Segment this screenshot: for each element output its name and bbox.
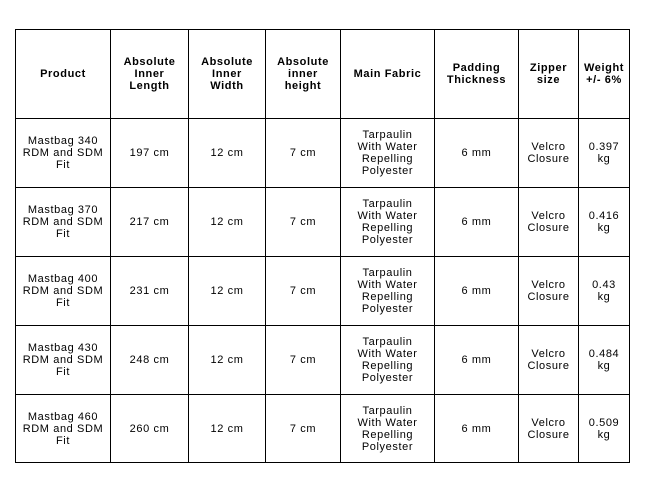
cell-main-fabric: Tarpaulin With Water Repelling Polyester [341,119,435,188]
cell-inner-height: 7 cm [266,257,341,326]
cell-inner-height: 7 cm [266,119,341,188]
cell-inner-length: 248 cm [111,326,189,395]
header-inner-length: Absolute Inner Length [111,30,189,119]
cell-inner-height: 7 cm [266,188,341,257]
cell-zipper-size: Velcro Closure [519,395,579,463]
header-weight: Weight +/- 6% [579,30,630,119]
cell-zipper-size: Velcro Closure [519,188,579,257]
cell-product: Mastbag 430 RDM and SDM Fit [16,326,111,395]
cell-product: Mastbag 460 RDM and SDM Fit [16,395,111,463]
header-inner-width: Absolute Inner Width [189,30,266,119]
header-row [16,30,630,119]
table-row [16,119,630,188]
cell-product: Mastbag 370 RDM and SDM Fit [16,188,111,257]
cell-main-fabric: Tarpaulin With Water Repelling Polyester [341,188,435,257]
cell-inner-length: 231 cm [111,257,189,326]
cell-main-fabric: Tarpaulin With Water Repelling Polyester [341,395,435,463]
header-inner-height: Absolute inner height [266,30,341,119]
cell-weight: 0.397 kg [579,119,630,188]
cell-inner-width: 12 cm [189,257,266,326]
cell-product: Mastbag 400 RDM and SDM Fit [16,257,111,326]
cell-inner-width: 12 cm [189,119,266,188]
table-row [16,257,630,326]
cell-inner-height: 7 cm [266,326,341,395]
table-row [16,326,630,395]
cell-padding-thickness: 6 mm [435,257,519,326]
table-row [16,188,630,257]
cell-padding-thickness: 6 mm [435,326,519,395]
cell-weight: 0.43 kg [579,257,630,326]
cell-padding-thickness: 6 mm [435,188,519,257]
header-product: Product [16,30,111,119]
cell-inner-length: 197 cm [111,119,189,188]
cell-inner-width: 12 cm [189,188,266,257]
cell-padding-thickness: 6 mm [435,395,519,463]
cell-product: Mastbag 340 RDM and SDM Fit [16,119,111,188]
cell-weight: 0.484 kg [579,326,630,395]
cell-inner-width: 12 cm [189,395,266,463]
cell-zipper-size: Velcro Closure [519,119,579,188]
cell-zipper-size: Velcro Closure [519,257,579,326]
cell-inner-length: 260 cm [111,395,189,463]
cell-main-fabric: Tarpaulin With Water Repelling Polyester [341,257,435,326]
cell-inner-length: 217 cm [111,188,189,257]
header-padding-thickness: Padding Thickness [435,30,519,119]
cell-weight: 0.416 kg [579,188,630,257]
header-zipper-size: Zipper size [519,30,579,119]
table-row [16,395,630,463]
cell-main-fabric: Tarpaulin With Water Repelling Polyester [341,326,435,395]
cell-padding-thickness: 6 mm [435,119,519,188]
product-spec-table [15,29,630,463]
cell-inner-height: 7 cm [266,395,341,463]
cell-inner-width: 12 cm [189,326,266,395]
cell-zipper-size: Velcro Closure [519,326,579,395]
cell-weight: 0.509 kg [579,395,630,463]
header-main-fabric: Main Fabric [341,30,435,119]
